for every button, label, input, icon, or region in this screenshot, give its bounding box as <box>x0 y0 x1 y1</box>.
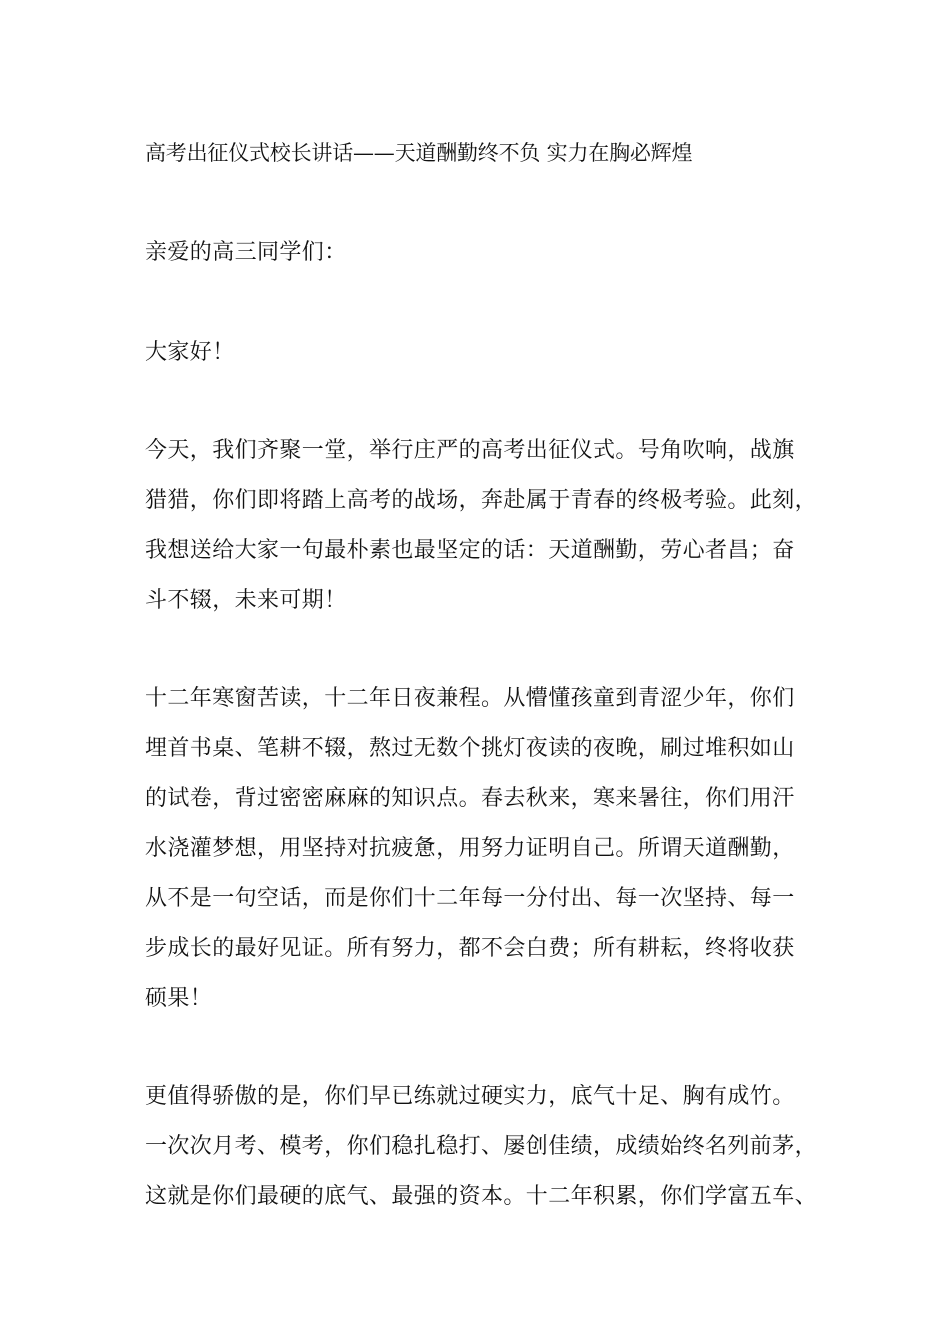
paragraph-line: 从不是一句空话，而是你们十二年每一分付出、每一次坚持、每一 <box>145 886 795 911</box>
paragraph-line: 水浇灌梦想，用坚持对抗疲惫，用努力证明自己。所谓天道酬勤， <box>145 836 795 861</box>
paragraph-line: 步成长的最好见证。所有努力，都不会白费；所有耕耘，终将收获 <box>145 936 795 961</box>
document-title: 高考出征仪式校长讲话——天道酬勤终不负 实力在胸必辉煌 <box>145 141 693 165</box>
paragraph-line: 埋首书桌、笔耕不辍，熬过无数个挑灯夜读的夜晚，刷过堆积如山 <box>145 736 795 761</box>
paragraph-line: 斗不辍，未来可期！ <box>145 588 347 613</box>
paragraph-line: 一次次月考、模考，你们稳扎稳打、屡创佳绩，成绩始终名列前茅， <box>145 1134 818 1159</box>
salutation: 亲爱的高三同学们： <box>145 240 347 265</box>
paragraph-line: 这就是你们最硬的底气、最强的资本。十二年积累，你们学富五车、 <box>145 1184 818 1209</box>
greeting: 大家好！ <box>145 340 235 365</box>
paragraph-line: 十二年寒窗苦读，十二年日夜兼程。从懵懂孩童到青涩少年，你们 <box>145 686 795 711</box>
paragraph-line: 硕果！ <box>145 986 213 1011</box>
paragraph-line: 猎猎，你们即将踏上高考的战场，奔赴属于青春的终极考验。此刻， <box>145 488 818 513</box>
paragraph-line: 的试卷，背过密密麻麻的知识点。春去秋来，寒来暑往，你们用汗 <box>145 786 795 811</box>
paragraph-line: 今天，我们齐聚一堂，举行庄严的高考出征仪式。号角吹响，战旗 <box>145 438 795 463</box>
paragraph-line: 更值得骄傲的是，你们早已练就过硬实力，底气十足、胸有成竹。 <box>145 1084 795 1109</box>
paragraph-line: 我想送给大家一句最朴素也最坚定的话：天道酬勤，劳心者昌；奋 <box>145 538 795 563</box>
